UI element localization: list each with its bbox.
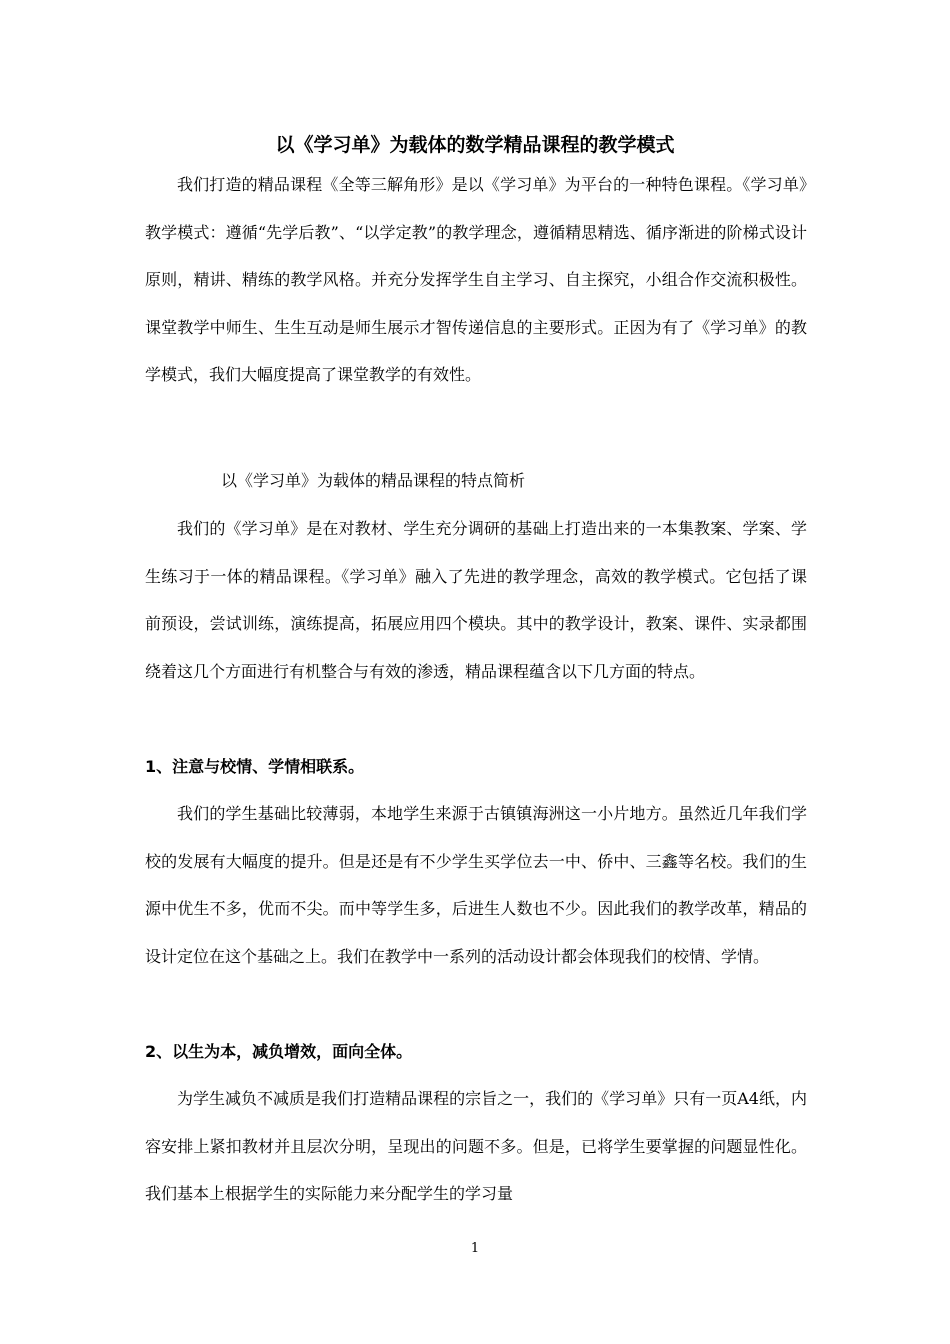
document-title: 以《学习单》为载体的数学精品课程的教学模式 — [275, 134, 675, 156]
overview-paragraph: 我们的《学习单》是在对教材、学生充分调研的基础上打造出来的一本集教案、学案、学生练习于一体的精品课程。《学习单》融入了先进的教学理念，高效的教学模式。它包括了课前预设，尝试训练，演练提高，拓展应用四个模块。其中的教学设计，教案、课件、实录都围绕着这几个方面进行有机整合与有效的渗透，精品课程蕴含以下几方面的特点。 — [145, 519, 807, 681]
intro-paragraph: 我们打造的精品课程《全等三解角形》是以《学习单》为平台的一种特色课程。《学习单》教学模式：遵循“先学后教”、“以学定教”的教学理念，遵循精思精选、循序渐进的阶梯式设计原则，精讲、精练的教学风格。并充分发挥学生自主学习、自主探究，小组合作交流积极性。课堂教学中师生、生生互动是师生展示才智传递信息的主要形式。正因为有了《学习单》的教学模式，我们大幅度提高了课堂教学的有效性。 — [145, 175, 807, 385]
section-2-heading: 2、以生为本，减负增效，面向全体。 — [145, 1042, 413, 1061]
section-1-paragraph: 我们的学生基础比较薄弱，本地学生来源于古镇镇海洲这一小片地方。虽然近几年我们学校的发展有大幅度的提升。但是还是有不少学生买学位去一中、侨中、三鑫等名校。我们的生源中优生不多，优而不尖。而中等学生多，后进生人数也不少。因此我们的教学改革，精品的设计定位在这个基础之上。我们在教学中一系列的活动设计都会体现我们的校情、学情。 — [145, 804, 807, 966]
section-1-heading: 1、注意与校情、学情相联系。 — [145, 757, 365, 776]
page-number: 1 — [470, 1241, 480, 1256]
section-2-paragraph: 为学生减负不减质是我们打造精品课程的宗旨之一，我们的《学习单》只有一页A4纸，内容安排上紧扣教材并且层次分明，呈现出的问题不多。但是，已将学生要掌握的问题显性化。我们基本上根据学生的实际能力来分配学生的学习量 — [145, 1089, 807, 1204]
section-subtitle: 以《学习单》为载体的精品课程的特点简析 — [221, 471, 526, 490]
